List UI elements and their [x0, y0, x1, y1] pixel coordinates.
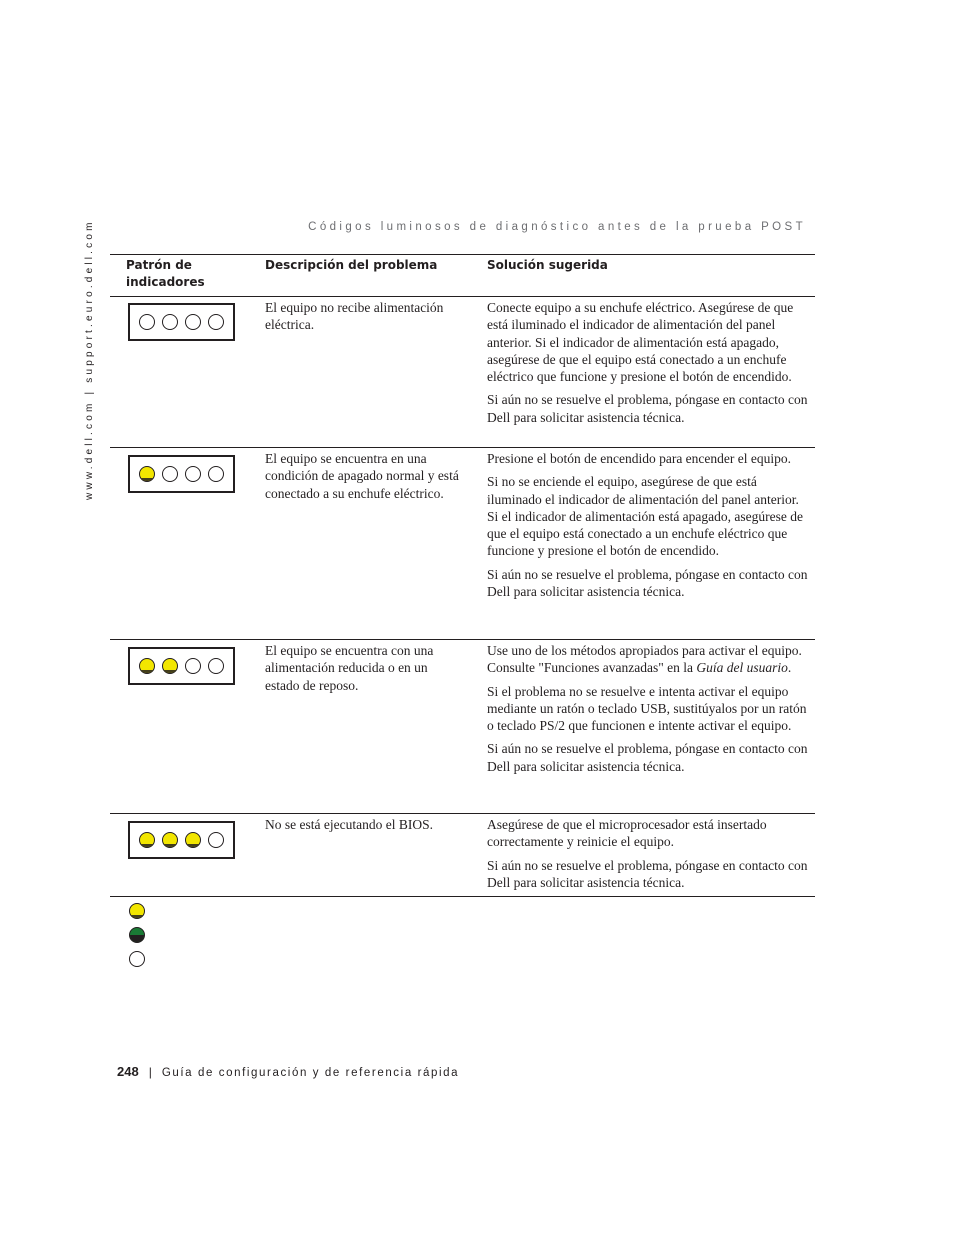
page-number: 248 — [117, 1064, 139, 1079]
solution-text: Use uno de los métodos apropiados para activar el equipo. Consulte "Funciones avanzadas" en la — [487, 643, 802, 676]
row-description: El equipo se encuentra con una alimentación reducida o en un estado de reposo. — [265, 643, 434, 693]
footer-title: Guía de configuración y de referencia rápida — [161, 1067, 460, 1079]
row-solution — [487, 450, 812, 606]
solution-paragraph: Si aún no se resuelve el problema, póngase en contacto con Dell para solicitar asistencia técnica. — [487, 741, 808, 774]
solution-paragraph — [487, 642, 812, 677]
legend-off-led-icon — [129, 951, 145, 967]
table-bottom-rule — [110, 896, 815, 897]
legend-green-led-icon — [129, 927, 145, 943]
indicator-led-yellow-icon — [162, 832, 178, 848]
indicator-led-yellow-icon — [139, 658, 155, 674]
indicator-led-off-icon — [139, 314, 155, 330]
indicator-led-yellow-icon — [185, 832, 201, 848]
column-header-description: Descripción del problema — [265, 258, 438, 272]
indicator-led-off-icon — [208, 832, 224, 848]
solution-paragraph: Presione el botón de encendido para encender el equipo. — [487, 451, 792, 466]
sidebar-url: www.dell.com | support.euro.dell.com — [84, 219, 95, 500]
indicator-led-off-icon — [185, 658, 201, 674]
solution-paragraph: Si el problema no se resuelve e intenta activar el equipo mediante un ratón o teclado USB, sustitúyalos por un ratón o teclado PS/2 que funcionen e intente activar el equipo. — [487, 683, 807, 734]
indicator-led-yellow-icon — [162, 658, 178, 674]
column-header-solution: Solución sugerida — [487, 258, 608, 272]
solution-paragraph: Conecte equipo a su enchufe eléctrico. Asegúrese de que está iluminado el indicador de alimentación del panel anterior. Si el indicador de alimentación está apagado, asegúrese de que el equipo está conectado a un enchufe eléctrico que funcione y presione el botón de encendido. — [487, 300, 794, 385]
indicator-led-yellow-icon — [139, 466, 155, 482]
solution-paragraph: Si aún no se resuelve el problema, póngase en contacto con Dell para solicitar asistencia técnica. — [487, 392, 808, 425]
row-description: El equipo se encuentra en una condición de apagado normal y está conectado a su enchufe eléctrico. — [265, 451, 459, 501]
solution-paragraph: Si aún no se resuelve el problema, póngase en contacto con Dell para solicitar asistencia técnica. — [487, 566, 808, 600]
indicator-led-off-icon — [162, 466, 178, 482]
row-divider — [110, 447, 815, 448]
indicator-led-off-icon — [185, 314, 201, 330]
indicator-pattern — [128, 303, 235, 341]
solution-paragraph: Si aún no se resuelve el problema, póngase en contacto con Dell para solicitar asistencia técnica. — [487, 857, 808, 890]
indicator-led-off-icon — [185, 466, 201, 482]
indicator-led-off-icon — [208, 466, 224, 482]
row-divider — [110, 639, 815, 640]
row-solution — [487, 816, 812, 897]
running-header-title: Códigos luminosos de diagnóstico antes de la prueba POST — [308, 221, 806, 233]
legend-yellow-led-icon — [129, 903, 145, 919]
solution-paragraph: Si no se enciende el equipo, asegúrese de que está iluminado el indicador de alimentación del panel anterior. Si el indicador de alimentación está apagado, asegúrese de que el equipo está conectado a un enchufe eléctrico que funcione y presione el botón de encendido. — [487, 474, 803, 559]
row-description: No se está ejecutando el BIOS. — [265, 817, 433, 832]
indicator-led-yellow-icon — [139, 832, 155, 848]
table-header-rule — [110, 296, 815, 297]
indicator-pattern — [128, 455, 235, 493]
user-guide-reference: Guía del usuario — [696, 660, 788, 676]
row-description: El equipo no recibe alimentación eléctrica. — [265, 300, 444, 333]
solution-text-tail: . — [787, 660, 792, 676]
row-divider — [110, 813, 815, 814]
indicator-led-off-icon — [208, 314, 224, 330]
column-header-pattern: Patrón de indicadores — [126, 258, 205, 289]
row-solution — [487, 299, 812, 432]
indicator-pattern — [128, 821, 235, 859]
row-solution — [487, 642, 812, 781]
indicator-led-off-icon — [208, 658, 224, 674]
solution-paragraph: Asegúrese de que el microprocesador está insertado correctamente y reinicie el equipo. — [487, 817, 767, 850]
indicator-led-off-icon — [162, 314, 178, 330]
table-top-rule — [110, 254, 815, 255]
indicator-pattern — [128, 647, 235, 685]
page-footer — [117, 1063, 459, 1081]
footer-separator: | — [148, 1065, 152, 1079]
